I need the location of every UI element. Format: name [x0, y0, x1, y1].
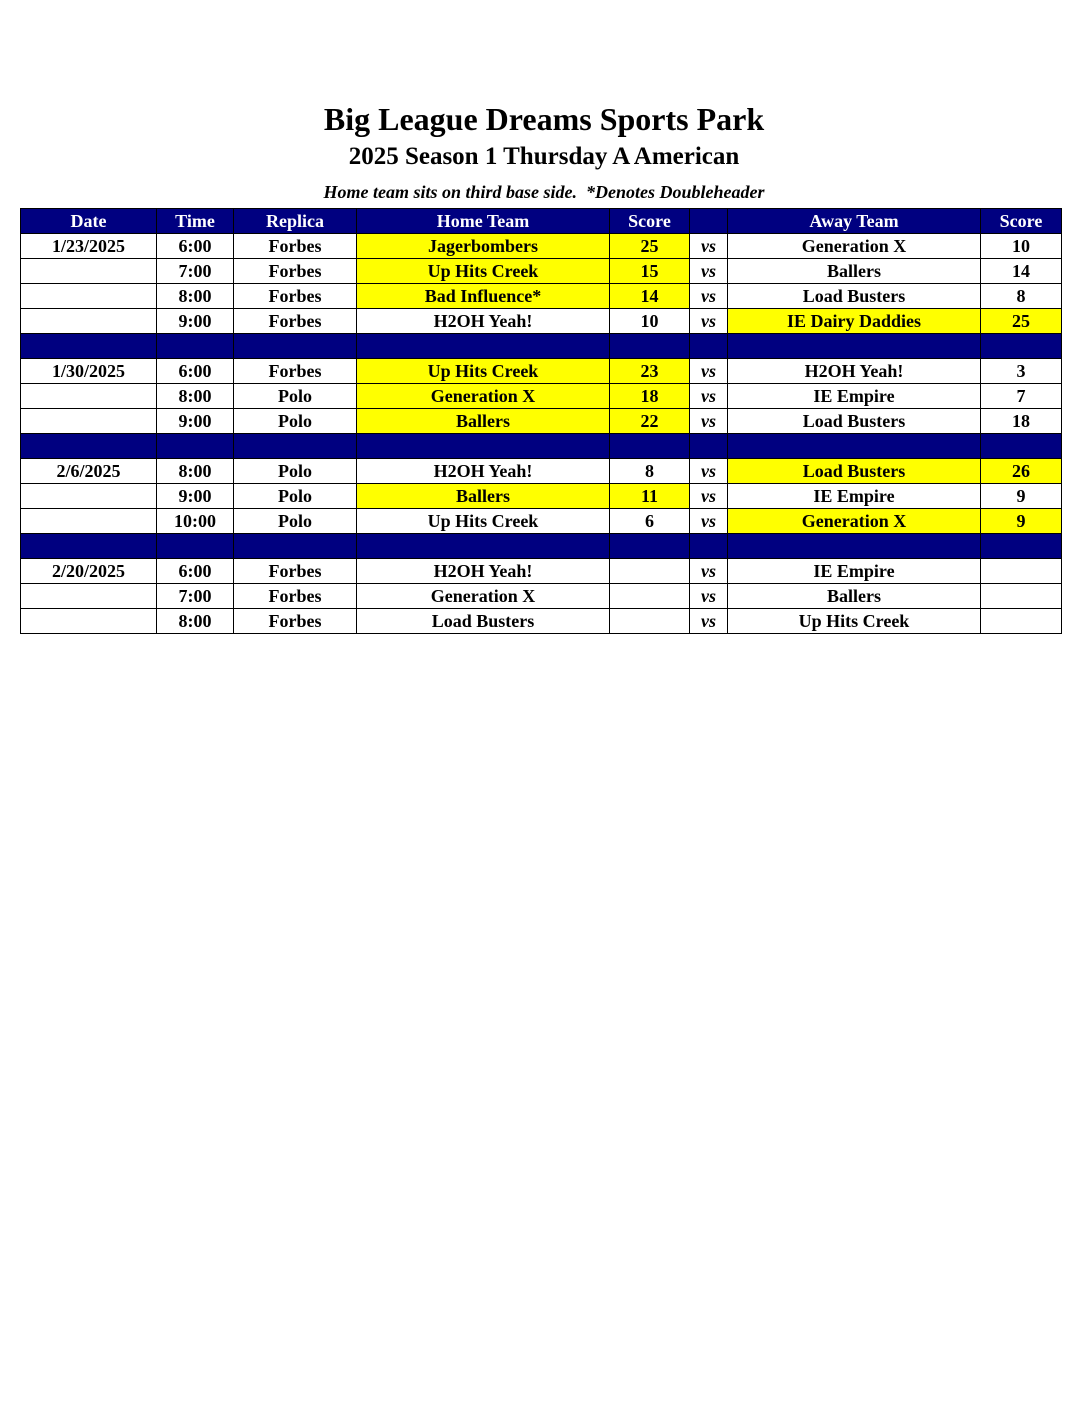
vs-label: vs [690, 484, 728, 509]
away-team: Load Busters [728, 284, 981, 309]
game-date [21, 384, 157, 409]
section-separator-row [21, 534, 1062, 559]
home-team: Up Hits Creek [357, 259, 610, 284]
away-team: IE Empire [728, 484, 981, 509]
home-team: H2OH Yeah! [357, 559, 610, 584]
field-replica: Polo [234, 459, 357, 484]
game-date [21, 409, 157, 434]
separator-cell [157, 334, 234, 359]
away-team: IE Dairy Daddies [728, 309, 981, 334]
game-date: 2/6/2025 [21, 459, 157, 484]
separator-cell [234, 434, 357, 459]
field-replica: Polo [234, 509, 357, 534]
home-score [610, 584, 690, 609]
vs-label: vs [690, 284, 728, 309]
separator-cell [728, 434, 981, 459]
vs-label: vs [690, 559, 728, 584]
table-row [21, 384, 1062, 409]
game-date [21, 309, 157, 334]
table-row [21, 559, 1062, 584]
vs-label: vs [690, 259, 728, 284]
game-time: 7:00 [157, 259, 234, 284]
separator-cell [981, 434, 1062, 459]
away-team: Up Hits Creek [728, 609, 981, 634]
separator-cell [357, 434, 610, 459]
game-date [21, 284, 157, 309]
separator-cell [728, 334, 981, 359]
away-team: IE Empire [728, 384, 981, 409]
separator-cell [357, 534, 610, 559]
page-subtitle: 2025 Season 1 Thursday A American [348, 143, 740, 170]
separator-cell [728, 534, 981, 559]
game-time: 6:00 [157, 559, 234, 584]
separator-cell [357, 334, 610, 359]
separator-cell [981, 534, 1062, 559]
table-row [21, 409, 1062, 434]
table-row [21, 459, 1062, 484]
away-score: 7 [981, 384, 1062, 409]
away-team: Ballers [728, 259, 981, 284]
away-team: H2OH Yeah! [728, 359, 981, 384]
home-team: Up Hits Creek [357, 509, 610, 534]
section-separator-row [21, 434, 1062, 459]
game-time: 10:00 [157, 509, 234, 534]
table-row [21, 484, 1062, 509]
separator-cell [610, 334, 690, 359]
vs-label: vs [690, 309, 728, 334]
col-header-home-score: Score [610, 209, 690, 234]
separator-cell [690, 334, 728, 359]
away-score: 14 [981, 259, 1062, 284]
schedule-note: Home team sits on third base side. *Denotes Doubleheader [323, 182, 765, 202]
vs-label: vs [690, 459, 728, 484]
home-score: 6 [610, 509, 690, 534]
separator-cell [234, 334, 357, 359]
field-replica: Forbes [234, 609, 357, 634]
away-score: 25 [981, 309, 1062, 334]
home-team: Generation X [357, 384, 610, 409]
home-score: 10 [610, 309, 690, 334]
game-time: 8:00 [157, 384, 234, 409]
game-time: 6:00 [157, 359, 234, 384]
col-header-away-team: Away Team [728, 209, 981, 234]
game-time: 6:00 [157, 234, 234, 259]
game-time: 8:00 [157, 459, 234, 484]
field-replica: Forbes [234, 584, 357, 609]
game-date [21, 584, 157, 609]
home-team: H2OH Yeah! [357, 459, 610, 484]
home-team: Ballers [357, 409, 610, 434]
game-time: 9:00 [157, 309, 234, 334]
away-score: 18 [981, 409, 1062, 434]
home-score: 8 [610, 459, 690, 484]
field-replica: Forbes [234, 309, 357, 334]
field-replica: Polo [234, 409, 357, 434]
away-score [981, 584, 1062, 609]
game-time: 8:00 [157, 609, 234, 634]
away-team: Generation X [728, 234, 981, 259]
game-date: 2/20/2025 [21, 559, 157, 584]
game-time: 7:00 [157, 584, 234, 609]
page-title: Big League Dreams Sports Park [323, 101, 765, 137]
vs-label: vs [690, 384, 728, 409]
separator-cell [610, 434, 690, 459]
table-row [21, 509, 1062, 534]
table-row [21, 259, 1062, 284]
home-team: Bad Influence* [357, 284, 610, 309]
game-date: 1/23/2025 [21, 234, 157, 259]
home-team: Ballers [357, 484, 610, 509]
separator-cell [157, 534, 234, 559]
separator-cell [21, 534, 157, 559]
field-replica: Forbes [234, 359, 357, 384]
separator-cell [690, 434, 728, 459]
separator-cell [981, 334, 1062, 359]
separator-cell [234, 534, 357, 559]
vs-label: vs [690, 234, 728, 259]
separator-cell [21, 334, 157, 359]
table-header-row [21, 209, 1062, 234]
vs-label: vs [690, 584, 728, 609]
col-header-date: Date [21, 209, 157, 234]
field-replica: Forbes [234, 234, 357, 259]
table-row [21, 284, 1062, 309]
home-team: Load Busters [357, 609, 610, 634]
game-time: 9:00 [157, 484, 234, 509]
vs-label: vs [690, 409, 728, 434]
table-row [21, 234, 1062, 259]
separator-cell [157, 434, 234, 459]
col-header-time: Time [157, 209, 234, 234]
game-date [21, 484, 157, 509]
schedule-table [20, 208, 1062, 634]
home-score: 25 [610, 234, 690, 259]
field-replica: Forbes [234, 259, 357, 284]
separator-cell [690, 534, 728, 559]
away-score: 9 [981, 484, 1062, 509]
away-score: 8 [981, 284, 1062, 309]
away-score [981, 559, 1062, 584]
vs-label: vs [690, 509, 728, 534]
home-score: 15 [610, 259, 690, 284]
vs-label: vs [690, 609, 728, 634]
home-team: Jagerbombers [357, 234, 610, 259]
home-score: 11 [610, 484, 690, 509]
table-row [21, 359, 1062, 384]
home-score: 22 [610, 409, 690, 434]
home-team: Up Hits Creek [357, 359, 610, 384]
table-row [21, 584, 1062, 609]
vs-label: vs [690, 359, 728, 384]
col-header-home-team: Home Team [357, 209, 610, 234]
col-header-away-score: Score [981, 209, 1062, 234]
separator-cell [21, 434, 157, 459]
away-score: 3 [981, 359, 1062, 384]
away-team: IE Empire [728, 559, 981, 584]
field-replica: Forbes [234, 284, 357, 309]
game-date [21, 509, 157, 534]
field-replica: Polo [234, 484, 357, 509]
separator-cell [610, 534, 690, 559]
schedule-body [21, 234, 1062, 634]
home-team: H2OH Yeah! [357, 309, 610, 334]
table-row [21, 309, 1062, 334]
game-date [21, 259, 157, 284]
field-replica: Forbes [234, 559, 357, 584]
col-header-replica: Replica [234, 209, 357, 234]
game-date [21, 609, 157, 634]
section-separator-row [21, 334, 1062, 359]
away-score: 9 [981, 509, 1062, 534]
home-score [610, 609, 690, 634]
away-score: 10 [981, 234, 1062, 259]
game-time: 8:00 [157, 284, 234, 309]
home-score: 23 [610, 359, 690, 384]
table-row [21, 609, 1062, 634]
home-score: 14 [610, 284, 690, 309]
away-team: Load Busters [728, 409, 981, 434]
game-date: 1/30/2025 [21, 359, 157, 384]
away-score: 26 [981, 459, 1062, 484]
away-score [981, 609, 1062, 634]
home-team: Generation X [357, 584, 610, 609]
away-team: Generation X [728, 509, 981, 534]
home-score [610, 559, 690, 584]
away-team: Ballers [728, 584, 981, 609]
game-time: 9:00 [157, 409, 234, 434]
field-replica: Polo [234, 384, 357, 409]
away-team: Load Busters [728, 459, 981, 484]
home-score: 18 [610, 384, 690, 409]
col-header-vs [690, 209, 728, 234]
